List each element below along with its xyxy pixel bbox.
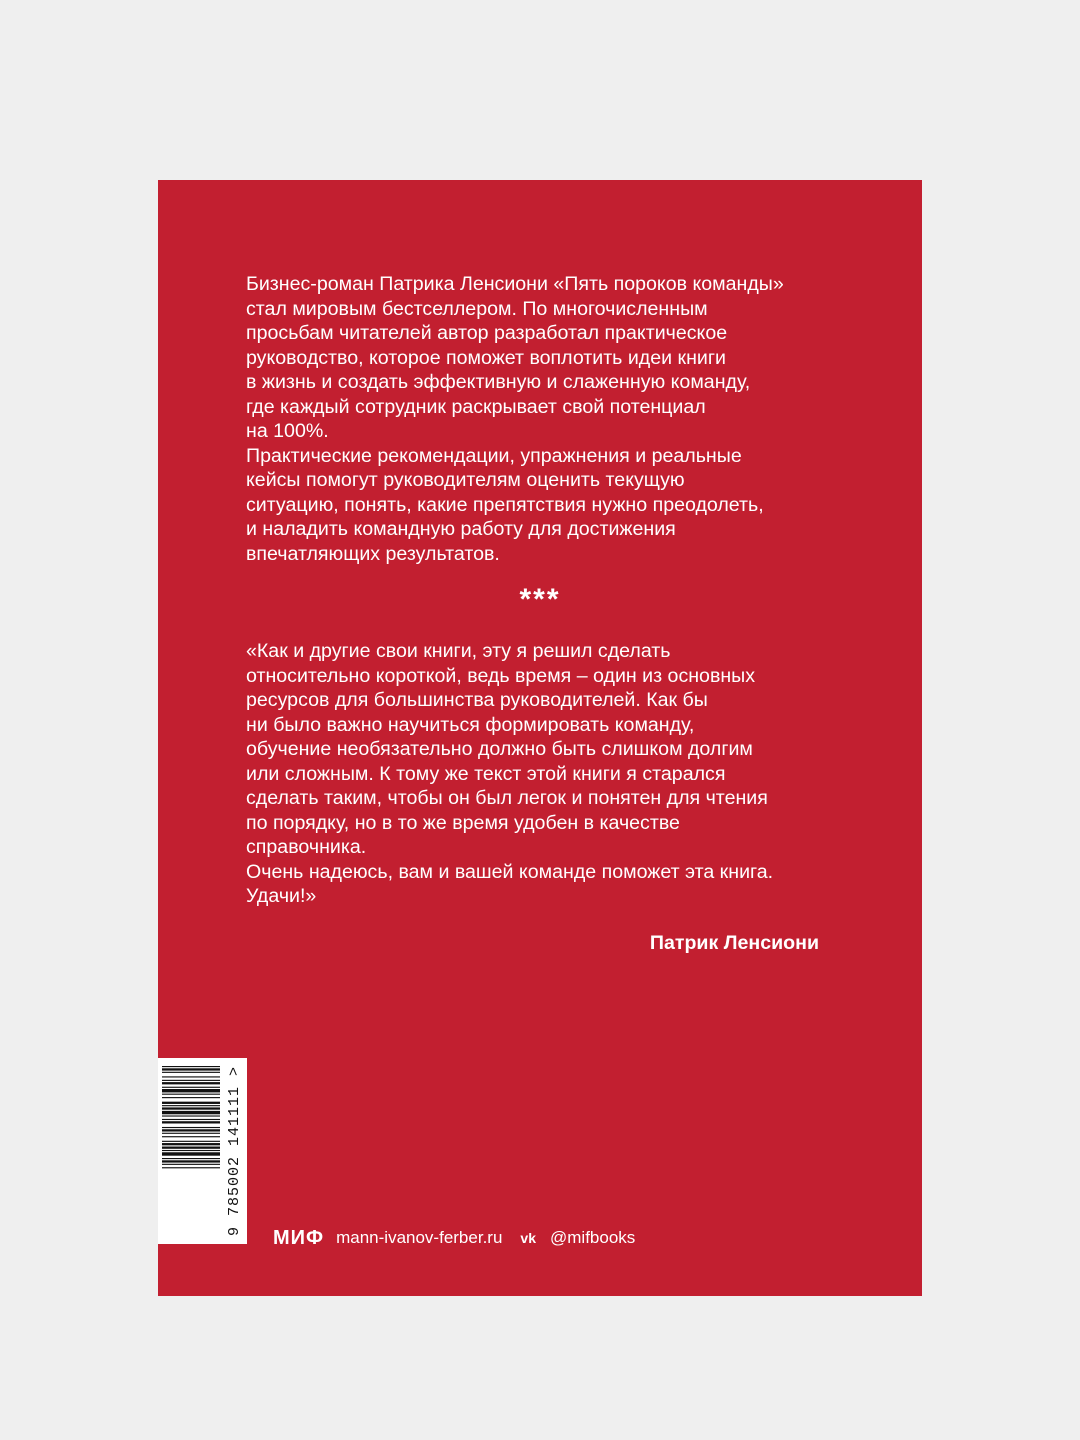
barcode-bar <box>162 1080 220 1081</box>
book-back-cover <box>158 180 922 1296</box>
vk-icon: vk <box>520 1230 536 1246</box>
description-line: руководство, которое поможет воплотить идеи книги <box>246 346 726 369</box>
quote-line: ресурсов для большинства руководителей. Как бы <box>246 689 708 711</box>
barcode-bar <box>162 1107 220 1109</box>
barcode-bar <box>162 1072 220 1073</box>
barcode-bar <box>162 1119 220 1120</box>
isbn-barcode <box>158 1058 247 1244</box>
barcode-bar <box>162 1127 220 1128</box>
quote-line: относительно короткой, ведь время – один из основных <box>246 664 756 687</box>
barcode-bar <box>162 1097 220 1098</box>
barcode-bar <box>162 1150 220 1151</box>
description-line: и наладить командную работу для достижения <box>246 518 676 540</box>
author-quote <box>246 639 846 909</box>
barcode-bar <box>162 1147 220 1149</box>
publisher-logo: МИФ <box>273 1226 325 1249</box>
barcode-bar <box>162 1152 220 1155</box>
barcode-bar <box>162 1111 220 1114</box>
description-line: стал мировым бестселлером. По многочисленным <box>246 297 708 320</box>
barcode-bars <box>158 1058 224 1244</box>
quote-line: «Как и другие свои книги, эту я решил сделать <box>246 640 671 662</box>
description-line: на 100%. <box>246 420 329 442</box>
barcode-bar <box>162 1082 220 1084</box>
publisher-footer <box>273 1226 635 1250</box>
quote-line: сделать таким, чтобы он был легок и понятен для чтения <box>246 787 768 809</box>
barcode-digits: 9 785002 141111 > <box>226 1065 243 1237</box>
barcode-bar <box>162 1121 220 1123</box>
barcode-bar <box>162 1076 220 1077</box>
barcode-bar <box>162 1158 220 1159</box>
section-separator: *** <box>519 583 561 616</box>
barcode-bar <box>162 1133 220 1134</box>
description-line: просьбам читателей автор разработал практическое <box>246 322 728 344</box>
description-line: ситуацию, понять, какие препятствия нужно преодолеть, <box>246 493 764 516</box>
barcode-bar <box>162 1160 220 1162</box>
barcode-bar <box>162 1094 220 1095</box>
barcode-bar <box>162 1129 220 1131</box>
quote-line: по порядку, но в то же время удобен в качестве <box>246 811 680 834</box>
barcode-bar <box>162 1089 220 1092</box>
author-signature: Патрик Ленсиони <box>649 932 819 954</box>
barcode-bar <box>162 1102 220 1104</box>
quote-line: Очень надеюсь, вам и вашей команде поможет эта книга. <box>246 860 774 883</box>
barcode-bar <box>162 1136 220 1137</box>
quote-line: Удачи!» <box>246 885 317 907</box>
description-line: впечатляющих результатов. <box>246 542 500 565</box>
barcode-bar <box>162 1105 220 1106</box>
quote-line: ни было важно научиться формировать команду, <box>246 713 695 736</box>
social-handle: @mifbooks <box>550 1228 636 1247</box>
barcode-bar <box>162 1164 220 1165</box>
quote-line: или сложным. К тому же текст этой книги я старался <box>246 762 726 785</box>
quote-line: обучение необязательно должно быть слишком долгим <box>246 738 753 760</box>
barcode-bar <box>162 1115 220 1116</box>
description-paragraph <box>246 272 846 566</box>
quote-line: справочника. <box>246 836 367 858</box>
description-line: кейсы помогут руководителям оценить текущую <box>246 469 685 491</box>
barcode-bar <box>162 1068 220 1070</box>
description-line: Бизнес-роман Патрика Ленсиони «Пять пороков команды» <box>246 273 784 295</box>
barcode-bar <box>162 1087 220 1088</box>
barcode-bar <box>162 1167 220 1168</box>
barcode-bar <box>162 1066 220 1067</box>
description-line: где каждый сотрудник раскрывает свой потенциал <box>246 395 706 418</box>
barcode-bar <box>162 1143 220 1145</box>
publisher-website: mann-ivanov-ferber.ru <box>336 1228 503 1247</box>
description-line: Практические рекомендации, упражнения и реальные <box>246 444 742 467</box>
barcode-bar <box>162 1141 220 1142</box>
description-line: в жизнь и создать эффективную и слаженную команду, <box>246 371 751 393</box>
